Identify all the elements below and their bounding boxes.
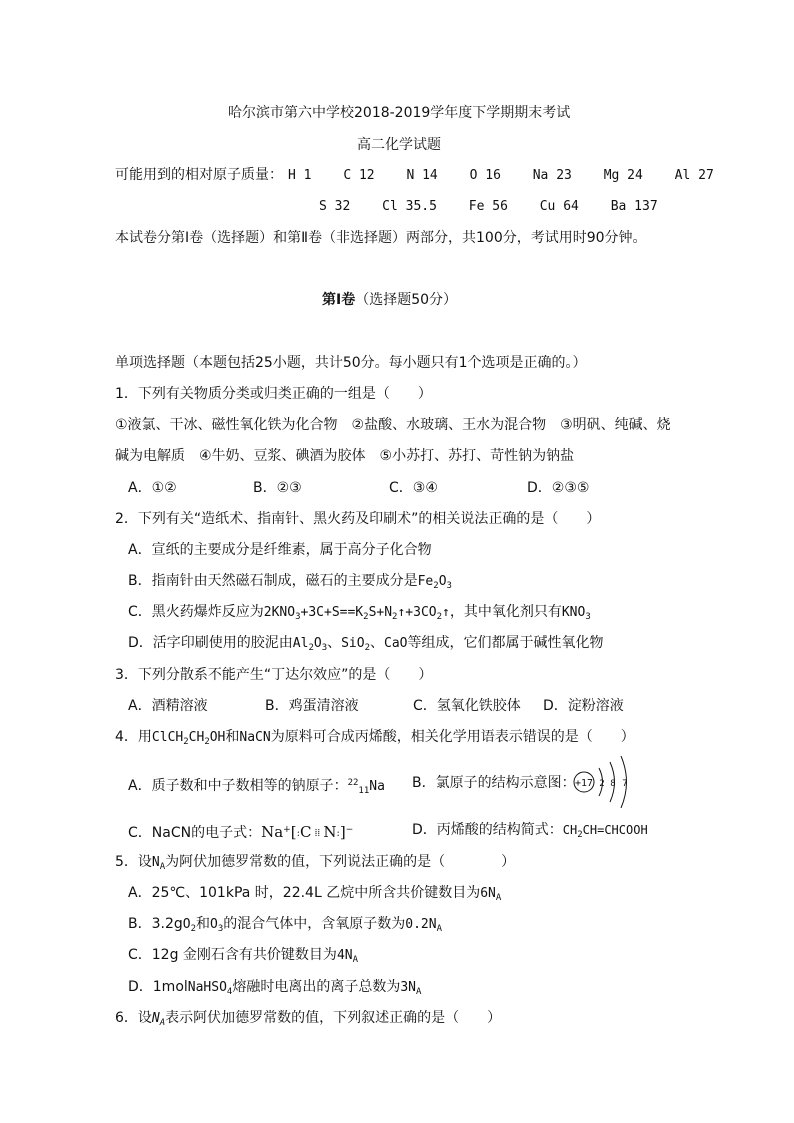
q3-stem: 3．下列分散系不能产生“丁达尔效应”的是（ ） [115,667,433,683]
q5-option-b-mid: 和 [196,916,211,932]
exam-title: 哈尔滨市第六中学校2018-2019学年度下学期期末考试 [228,105,571,121]
exam-subtitle: 高二化学试题 [357,137,441,153]
q2-option-d-sep1: 、 [327,635,342,651]
q1-option-d: D．②③⑤ [527,480,590,496]
q1-option-a: A．①② [128,480,177,496]
q6-stem-post: 表示阿伏加德罗常数的值，下列叙述正确的是（ ） [165,1010,502,1026]
q5-option-b-tail: 的混合气体中，含氧原子数为 [223,916,406,932]
q2-option-d-tail: 等组成，它们都属于碱性氧化物 [407,635,604,651]
q5-formula-nahso4: NaHSO$_4$ [187,980,233,997]
mass-fe: Fe 56 [468,199,508,214]
q2-formula-cao: CaO [384,636,408,651]
q2-option-c-tail: ，其中氧化剂只有 [449,604,562,620]
q3-option-c: C．氢氧化铁胶体 [413,698,521,714]
q2-formula-sio2: SiO$_2$ [341,636,371,653]
q4-stem-mid: 和 [225,729,240,745]
mass-cu: Cu 64 [539,199,579,214]
q4-option-c-text: C．NaCN的电子式： [128,825,262,841]
q6-avogadro-symbol: $N_A$ [151,1011,166,1028]
chlorine-atom-structure-diagram [572,756,638,808]
mass-cl: Cl 35.5 [382,199,437,214]
mass-na: Na 23 [532,168,572,183]
q5-option-d-tail: 熔融时电离出的离子总数为 [232,979,401,995]
q5-stem [115,853,515,876]
section-title-main: 第Ⅰ卷 [322,292,356,308]
q2-stem: 2．下列有关“造纸术、指南针、黑火药及印刷术”的相关说法正确的是（ ） [115,511,601,527]
q3-option-d: D．淀粉溶液 [543,698,624,714]
nacn-electron-formula: Na+[:C ⁞⁞ N:]− [261,823,354,841]
q4-option-c [128,821,353,843]
q4-sodium-nuclide: $^{22}_{11}$Na [347,778,385,796]
q5-option-d [128,978,421,1001]
q2-formula-kno3: $KNO_3$ [561,605,591,622]
mass-c: C 12 [343,168,375,183]
q3-option-a: A．酒精溶液 [128,698,208,714]
q1-option-c: C．③④ [389,480,438,496]
mass-s: S 32 [319,199,351,214]
q2-option-b-text: B．指南针由天然磁石制成，磁石的主要成分是 [128,573,418,589]
q5-stem-pre: 5．设 [115,854,152,870]
q5-stem-post: 为阿伏加德罗常数的值，下列说法正确的是（ ） [165,854,516,870]
q4-stem [115,728,635,751]
mass-mg: Mg 24 [603,168,643,183]
section-instructions: 单项选择题（本题包括25小题，共计50分。每小题只有1个选项是正确的。） [115,355,587,371]
q1-statement-line2: 碱为电解质 ④牛奶、豆浆、碘酒为胶体 ⑤小苏打、苏打、苛性钠为钠盐 [115,448,575,464]
q2-option-d [128,634,604,657]
q2-option-a: A．宣纸的主要成分是纤维素，属于高分子化合物 [128,542,432,558]
q2-option-d-text: D．活字印刷使用的胶泥由 [128,635,293,651]
q2-option-b [128,572,452,595]
q1-stem: 1．下列有关物质分类或归类正确的一组是（ ） [115,386,432,402]
q4-stem-pre: 4．用 [115,729,152,745]
q5-option-c-value: $4N_A$ [336,948,359,965]
q5-option-d-text: D．1mol [128,979,188,995]
atomic-mass-label: 可能用到的相对原子质量： [115,167,283,183]
q5-option-b-text: B．3.2g [128,916,183,932]
mass-o: O 16 [469,168,501,183]
q1-option-b: B．②③ [253,480,302,496]
mass-h: H 1 [288,168,312,183]
q2-option-c [128,603,591,626]
q4-option-b: B．氯原子的结构示意图： [412,775,576,791]
q2-formula-al2o3: $Al_2O_3$ [292,636,328,653]
q5-formula-o3: $O_3$ [210,917,224,934]
q2-option-c-text: C．黑火药爆炸反应为 [128,604,264,620]
q5-option-c-text: C．12g 金刚石含有共价键数目为 [128,947,337,963]
q5-avogadro-symbol: $N_A$ [151,855,166,872]
atomic-mass-row2 [319,198,658,216]
q4-option-a [128,774,385,800]
q5-option-a-text: A．25℃、101kPa 时，22.4L 乙烷中所含共价键数目为 [128,885,481,901]
q5-option-a [128,884,501,907]
q3-option-b: B．鸡蛋清溶液 [265,698,359,714]
q4-option-d-text: D．丙烯酸的结构简式： [412,822,563,838]
section-title [322,291,457,309]
q5-option-a-value: $6N_A$ [480,886,502,903]
mass-n: N 14 [406,168,438,183]
q1-statement-line1: ①液氯、干冰、磁性氧化铁为化合物 ②盐酸、水玻璃、王水为混合物 ③明矾、纯碱、烧 [115,417,671,433]
q5-formula-o2: $O_2$ [182,917,197,934]
mass-ba: Ba 137 [610,199,658,214]
q4-option-d [412,821,648,844]
section-title-note: （选择题50分） [355,292,458,308]
nucleus-charge: +17 [574,778,594,789]
shell-2-count: 8 [610,779,616,789]
q4-stem-post: 为原料可合成丙烯酸，相关化学用语表示错误的是（ ） [270,729,635,745]
q4-option-a-text: A．质子数和中子数相等的钠原子： [128,778,348,794]
q6-stem-pre: 6．设 [115,1010,152,1026]
q4-formula-clch2ch2oh: $ClCH_2CH_2OH$ [151,730,226,747]
shell-1-count: 2 [599,779,605,789]
q5-option-b-value: $0.2N_A$ [405,917,442,934]
q2-option-d-sep2: 、 [370,635,385,651]
shell-3-count: 7 [622,779,628,789]
atomic-mass-row1 [288,167,714,185]
q4-formula-nacn: NaCN [239,730,271,745]
mass-al: Al 27 [674,168,714,183]
q2-reaction-equation: $2KNO_3+3C+S==K_2S+N_2↑+3CO_2↑$ [263,605,450,622]
exam-intro: 本试卷分第Ⅰ卷（选择题）和第Ⅱ卷（非选择题）两部分，共100分，考试用时90分钟。 [115,230,647,246]
q6-stem [115,1009,501,1032]
q5-option-d-value: $3N_A$ [400,980,422,997]
acrylic-acid-formula: $CH_2CH=CHCOOH$ [562,823,648,840]
q5-option-b [128,915,442,938]
q2-formula-fe2o3: $Fe_2O_3$ [417,574,452,591]
q5-option-c [128,946,358,969]
